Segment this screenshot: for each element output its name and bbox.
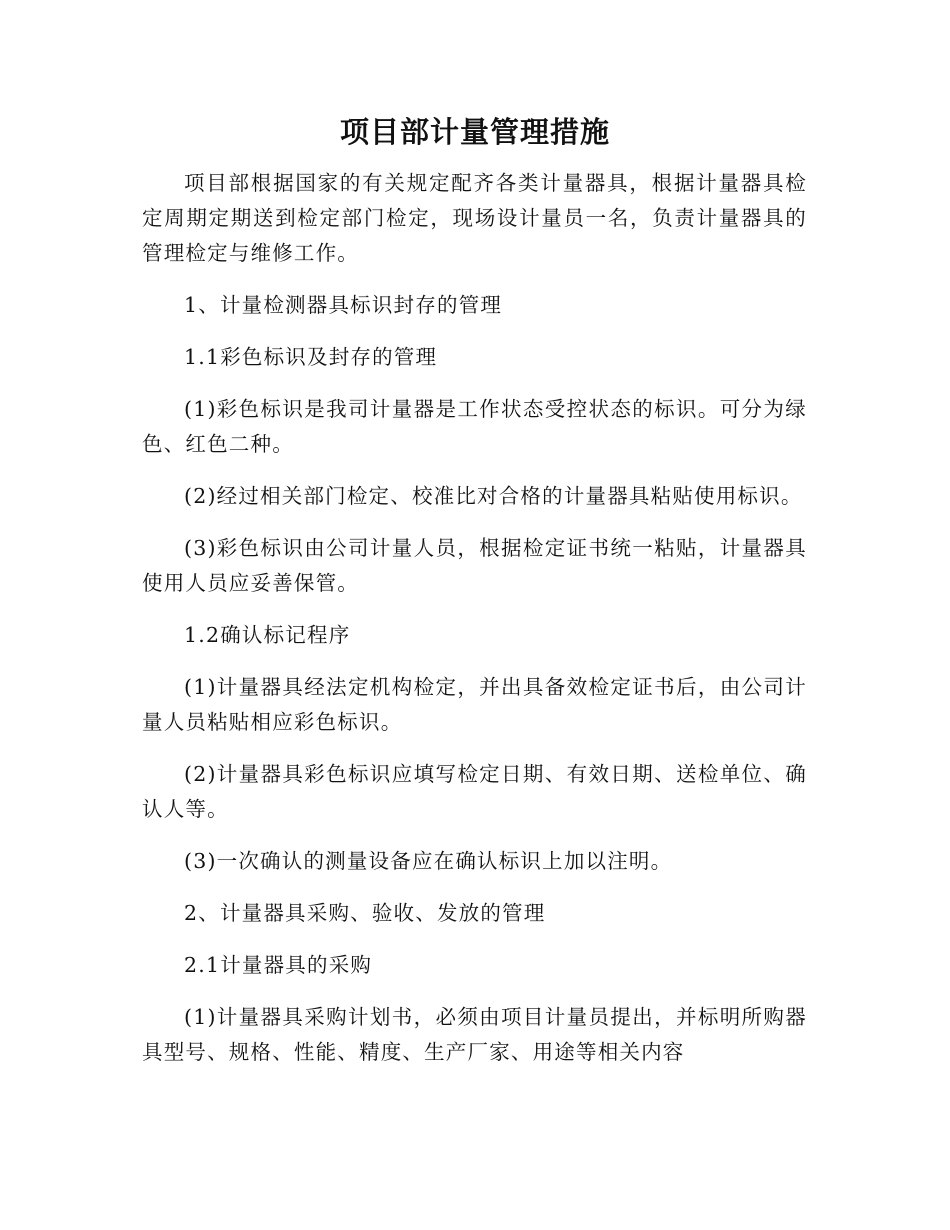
paragraph-2-1-item-1: (1)计量器具采购计划书，必须由项目计量员提出，并标明所购器具型号、规格、性能、精度、生产厂家、用途等相关内容 [142, 1005, 807, 1064]
subsection-heading-1-2: 1.2确认标记程序 [184, 623, 351, 647]
section-heading-2: 2、计量器具采购、验收、发放的管理 [184, 901, 546, 925]
document-title: 项目部计量管理措施 [339, 115, 610, 149]
paragraph-1-2-item-3: (3)一次确认的测量设备应在确认标识上加以注明。 [184, 849, 673, 873]
paragraph-1-1-item-1: (1)彩色标识是我司计量器是工作状态受控状态的标识。可分为绿色、红色二种。 [142, 397, 807, 456]
paragraph-1-1-item-3: (3)彩色标识由公司计量人员，根据检定证书统一粘贴，计量器具使用人员应妥善保管。 [142, 536, 807, 595]
document-body [142, 166, 807, 1087]
paragraph-1-2-item-2: (2)计量器具彩色标识应填写检定日期、有效日期、送检单位、确认人等。 [142, 762, 807, 821]
section-heading-1: 1、计量检测器具标识封存的管理 [184, 293, 503, 317]
paragraph-1-2-item-1: (1)计量器具经法定机构检定，并出具备效检定证书后，由公司计量人员粘贴相应彩色标识。 [142, 675, 807, 734]
subsection-heading-2-1: 2.1计量器具的采购 [184, 953, 373, 977]
subsection-heading-1-1: 1.1彩色标识及封存的管理 [184, 345, 438, 369]
paragraph-1-1-item-2: (2)经过相关部门检定、校准比对合格的计量器具粘贴使用标识。 [184, 484, 803, 508]
intro-paragraph: 项目部根据国家的有关规定配齐各类计量器具，根据计量器具检定周期定期送到检定部门检定，现场设计量员一名，负责计量器具的管理检定与维修工作。 [142, 171, 807, 265]
